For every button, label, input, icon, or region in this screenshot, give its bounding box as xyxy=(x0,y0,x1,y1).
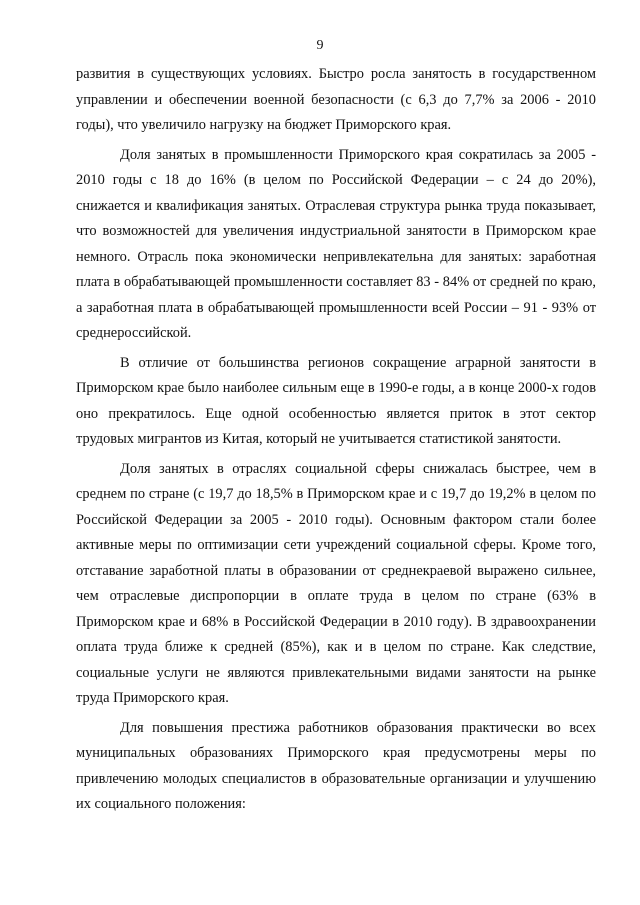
paragraph-agrarian-employment: В отличие от большинства регионов сокращение аграрной занятости в Приморском крае было наиболее сильным еще в 1990-е годы, а в конце 2000-х годов оно прекратилось. Еще одной особенностью является приток в этот сектор трудовых мигрантов из Китая, который не учитывается статистикой занятости. xyxy=(76,354,596,447)
document-body xyxy=(76,62,596,822)
paragraph-industry-employment: Доля занятых в промышленности Приморского края сократилась за 2005 - 2010 годы с 18 до 16% (в целом по Российской Федерации – с 24 до 20%), снижается и квалификация занятых. Отраслевая структура рынка труда показывает, что возможностей для увеличения индустриальной занятости в Приморском крае немного. Отрасль пока экономически непривлекательна для занятых: заработная плата в обрабатывающей промышленности составляет 83 - 84% от средней по краю, а заработная плата в обрабатывающей промышленности всей России – 91 - 93% от среднероссийской. xyxy=(76,146,596,341)
paragraph-education-measures: Для повышения престижа работников образования практически во всех муниципальных образованиях Приморского края предусмотрены меры по привлечению молодых специалистов в образовательные организации и улучшению их социального положения: xyxy=(76,719,596,812)
page-number: 9 xyxy=(316,38,324,53)
paragraph-social-sphere: Доля занятых в отраслях социальной сферы снижалась быстрее, чем в среднем по стране (с 19,7 до 18,5% в Приморском крае и с 19,7 до 19,2% в целом по Российской Федерации за 2005 - 2010 годы). Основным фактором стали более активные меры по оптимизации сети учреждений социальной сферы. Кроме того, отставание заработной платы в образовании от среднекраевой выражено сильнее, чем отраслевые диспропорции в оплате труда в целом по стране (63% в Приморском крае и 68% в Российской Федерации в 2010 году). В здравоохранении оплата труда ближе к средней (85%), как и в целом по стране. Как следствие, социальные услуги не являются привлекательными видами занятости на рынке труда Приморского края. xyxy=(76,460,596,706)
paragraph-continuation: развития в существующих условиях. Быстро росла занятость в государственном управлении и обеспечении военной безопасности (с 6,3 до 7,7% за 2006 - 2010 годы), что увеличило нагрузку на бюджет Приморского края. xyxy=(76,66,596,133)
